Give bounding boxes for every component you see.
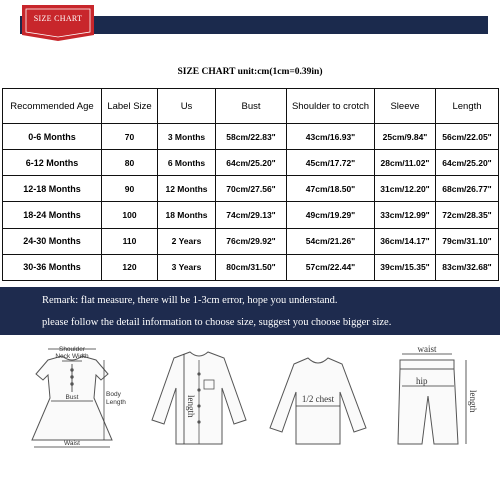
table-cell: 6 Months [158,150,216,176]
table-cell: 76cm/29.92" [216,228,287,254]
table-cell: 49cm/19.29" [287,202,375,228]
size-chart-ribbon-icon [22,5,94,41]
dress-waist-label: Waist [63,440,81,447]
table-cell: 58cm/22.83" [216,124,287,150]
header-shoulder-to-crotch: Shoulder to crotch [287,89,375,124]
table-row [3,228,499,254]
header-label-size: Label Size [102,89,158,124]
pants-length-label: length [468,390,478,413]
shirt-measure-diagram [140,340,258,460]
table-cell: 80 [102,150,158,176]
table-cell: 83cm/32.68" [436,254,499,280]
table-cell: 120 [102,254,158,280]
header-sleeve: Sleeve [375,89,436,124]
dress-bust-label: Bust [65,394,79,401]
table-cell: 80cm/31.50" [216,254,287,280]
table-cell: 43cm/16.93" [287,124,375,150]
table-cell: 18-24 Months [3,202,102,228]
table-cell: 39cm/15.35" [375,254,436,280]
dress-shoulder-label: Shoulder [58,346,86,353]
pants-hip-label: hip [416,376,428,386]
table-cell: 2 Years [158,228,216,254]
table-cell: 64cm/25.20" [216,150,287,176]
shirt-illustration-icon [140,340,258,460]
dress-length-label: Length [106,399,126,406]
table-row [3,124,499,150]
sweater-chest-label: 1/2 chest [301,394,335,404]
table-cell: 54cm/21.26" [287,228,375,254]
sweater-measure-diagram [262,340,374,460]
table-cell: 12-18 Months [3,176,102,202]
table-cell: 36cm/14.17" [375,228,436,254]
table-cell: 24-30 Months [3,228,102,254]
table-cell: 70 [102,124,158,150]
table-cell: 18 Months [158,202,216,228]
table-cell: 45cm/17.72" [287,150,375,176]
header-us: Us [158,89,216,124]
size-chart-label: SIZE CHART [33,14,83,23]
table-cell: 31cm/12.20" [375,176,436,202]
pants-waist-label: waist [417,344,437,354]
table-cell: 64cm/25.20" [436,150,499,176]
table-cell: 79cm/31.10" [436,228,499,254]
table-cell: 12 Months [158,176,216,202]
table-cell: 57cm/22.44" [287,254,375,280]
header-bust: Bust [216,89,287,124]
shirt-length-label: length [186,395,196,418]
remark-line-2: please follow the detail information to choose size, suggest you choose bigger size. [42,317,392,328]
pants-measure-diagram [378,340,494,460]
table-cell: 100 [102,202,158,228]
table-cell: 90 [102,176,158,202]
table-row [3,202,499,228]
table-cell: 25cm/9.84" [375,124,436,150]
table-cell: 0-6 Months [3,124,102,150]
table-cell: 74cm/29.13" [216,202,287,228]
sweater-illustration-icon [262,340,374,460]
table-cell: 110 [102,228,158,254]
table-cell: 6-12 Months [3,150,102,176]
dress-neck-width-label: Neck Width [55,353,89,360]
dress-measure-diagram [8,340,136,460]
table-cell: 33cm/12.99" [375,202,436,228]
size-table [2,88,499,281]
table-cell: 70cm/27.56" [216,176,287,202]
header-recommended-age: Recommended Age [3,89,102,124]
pants-illustration-icon [378,340,494,460]
table-row [3,176,499,202]
header-length: Length [436,89,499,124]
table-cell: 56cm/22.05" [436,124,499,150]
remark-line-1: Remark: flat measure, there will be 1-3cm error, hope you understand. [42,295,338,306]
table-header-row [3,89,499,124]
dress-body-label: Body [106,391,121,398]
table-cell: 28cm/11.02" [375,150,436,176]
chart-title: SIZE CHART unit:cm(1cm=0.39in) [177,67,323,77]
table-row [3,150,499,176]
table-row [3,254,499,280]
table-cell: 3 Months [158,124,216,150]
dress-illustration-icon [8,340,136,460]
table-cell: 3 Years [158,254,216,280]
table-cell: 30-36 Months [3,254,102,280]
table-cell: 68cm/26.77" [436,176,499,202]
table-cell: 47cm/18.50" [287,176,375,202]
table-cell: 72cm/28.35" [436,202,499,228]
